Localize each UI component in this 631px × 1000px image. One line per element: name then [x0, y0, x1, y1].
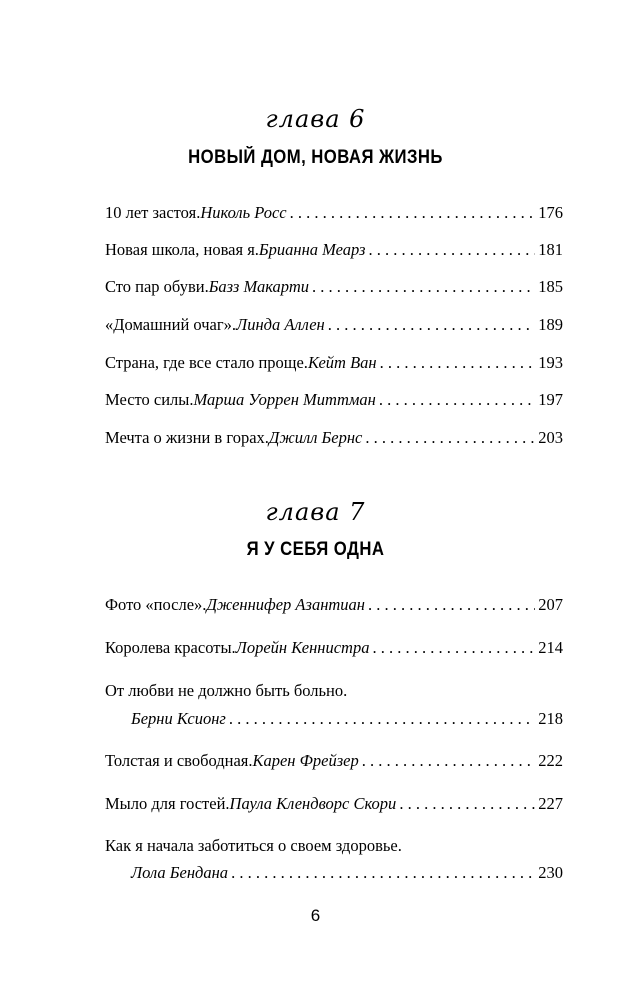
entry-page: 189 [538, 315, 563, 334]
entry-author: Дженнифер Азантиан [206, 595, 365, 614]
leader-dots [368, 239, 535, 261]
entry-page: 214 [538, 638, 563, 657]
entry-author: Марша Уоррен Миттман [193, 390, 376, 409]
entry-title: 10 лет застоя. [105, 203, 201, 222]
leader-dots [229, 708, 535, 730]
entry-page: 176 [538, 203, 563, 222]
entry-title: Мечта о жизни в горах. [105, 428, 269, 447]
entry-page: 185 [538, 277, 563, 296]
entry-author: Карен Фрейзер [252, 751, 359, 770]
toc-entry [105, 352, 563, 374]
entry-author: Базз Макарти [208, 277, 309, 296]
leader-dots [379, 389, 535, 411]
entry-title: Фото «после». [105, 595, 207, 614]
toc-entry [105, 202, 563, 224]
toc-entry [131, 862, 563, 884]
entry-author: Берни Ксионг [131, 709, 226, 728]
toc-entry [105, 793, 563, 815]
entry-author: Кейт Ван [307, 353, 377, 372]
toc-entry [105, 314, 563, 336]
toc-entry [105, 389, 563, 411]
entry-author: Линда Аллен [236, 315, 325, 334]
leader-dots [372, 637, 535, 659]
chapter-7-title: Я У СЕБЯ ОДНА [246, 539, 385, 560]
entry-author: Джилл Бернс [268, 428, 363, 447]
entry-title: Королева красоты. [105, 638, 236, 657]
chapter-6-title: НОВЫЙ ДОМ, НОВАЯ ЖИЗНЬ [188, 147, 443, 168]
entry-title: «Домашний очаг». [105, 315, 237, 334]
leader-dots [312, 276, 535, 298]
entry-page: 218 [538, 709, 563, 728]
entry-title: Страна, где все стало проще. [105, 353, 308, 372]
leader-dots [380, 352, 536, 374]
leader-dots [365, 427, 535, 449]
page-number: 6 [310, 906, 321, 925]
entry-title: Сто пар обуви. [105, 277, 209, 296]
leader-dots [399, 793, 535, 815]
toc-entry [105, 594, 563, 616]
toc-entry [105, 276, 563, 298]
entry-page: 181 [538, 240, 563, 259]
entry-title: Новая школа, новая я. [105, 240, 259, 259]
entry-page: 193 [538, 353, 563, 372]
entry-title-line: Как я начала заботиться о своем здоровье. [105, 836, 402, 855]
leader-dots [290, 202, 536, 224]
entry-page: 203 [538, 428, 563, 447]
entry-title-line: От любви не должно быть больно. [105, 681, 348, 700]
leader-dots [231, 862, 535, 884]
entry-title: Мыло для гостей. [105, 794, 230, 813]
chapter-7-label: глава 7 [265, 498, 366, 526]
entry-author: Брианна Меарз [258, 240, 366, 259]
entry-author: Лола Бендана [131, 863, 229, 882]
toc-entry [105, 637, 563, 659]
leader-dots [328, 314, 536, 336]
entry-title: Место силы. [105, 390, 194, 409]
entry-author: Николь Росс [200, 203, 287, 222]
leader-dots [362, 750, 536, 772]
entry-author: Лорейн Кеннистра [235, 638, 370, 657]
toc-entry [105, 239, 563, 261]
toc-entry [131, 708, 563, 730]
entry-page: 222 [538, 751, 563, 770]
toc-entry [105, 750, 563, 772]
entry-title: Толстая и свободная. [105, 751, 253, 770]
leader-dots [368, 594, 535, 616]
entry-page: 197 [538, 390, 563, 409]
entry-page: 207 [538, 595, 563, 614]
chapter-6-label: глава 6 [265, 105, 366, 133]
toc-entry [105, 427, 563, 449]
entry-author: Паула Клендворс Скори [229, 794, 397, 813]
entry-page: 227 [538, 794, 563, 813]
entry-page: 230 [538, 863, 563, 882]
